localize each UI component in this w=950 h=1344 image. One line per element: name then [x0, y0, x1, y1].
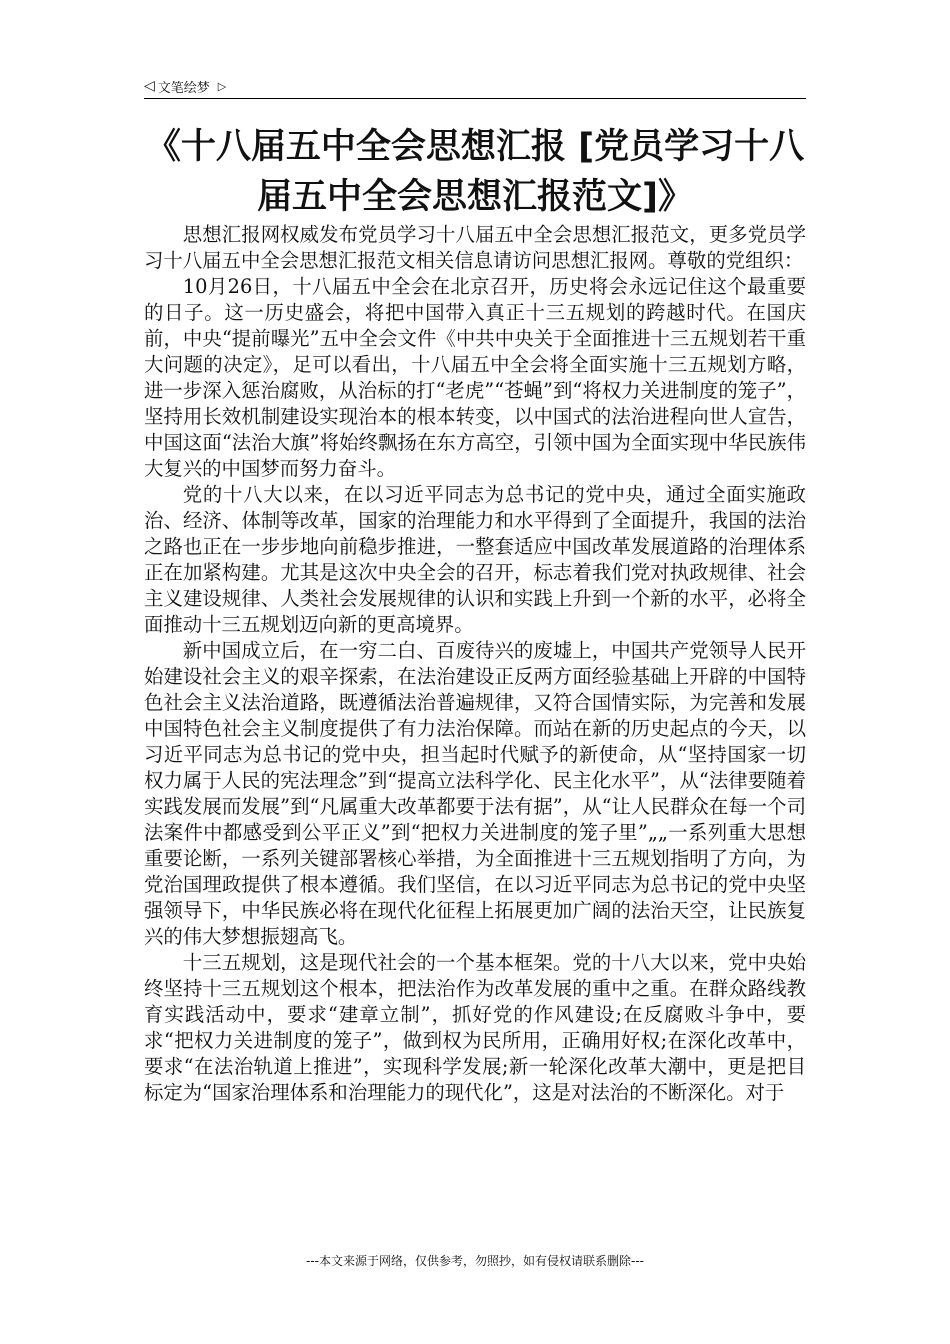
page-footer-disclaimer: ---本文来源于网络，仅供参考，勿照抄，如有侵权请联系删除---: [306, 1254, 644, 1268]
paragraph: 新中国成立后，在一穷二白、百废待兴的废墟上，中国共产党领导人民开始建设社会主义的艰辛探索，在法治建设正反两方面经验基础上开辟的中国特色社会主义法治道路，既遵循法治普遍规律，又符合国情实际，为完善和发展中国特色社会主义制度提供了有力法治保障。而站在新的历史起点的今天，以习近平同志为总书记的党中央，担当起时代赋予的新使命，从“坚持国家一切权力属于人民的宪法理念”到“提高立法科学化、民主化水平”，从“法律要随着实践发展而发展”到“凡属重大改革都要于法有据”，从“让人民群众在每一个司法案件中都感受到公平正义”到“把权力关进制度的笼子里”„„一系列重大思想重要论断，一系列关键部署核心举措，为全面推进十三五规划指明了方向，为党治国理政提供了根本遵循。我们坚信，在以习近平同志为总书记的党中央坚强领导下，中华民族必将在现代化征程上拓展更加广阔的法治天空，让民族复兴的伟大梦想振翅高飞。: [144, 639, 806, 948]
page-header: [144, 74, 806, 99]
paragraph: 10月26日，十八届五中全会在北京召开，历史将会永远记住这个最重要的日子。这一历史盛会，将把中国带入真正十三五规划的跨越时代。在国庆前，中央“提前曝光”五中全会文件《中共中央关于全面推进十三五规划若干重大问题的决定》，足可以看出，十八届五中全会将全面实施十三五规划方略，进一步深入惩治腐败，从治标的打“老虎”“苍蝇”到“将权力关进制度的笼子”，坚持用长效机制建设实现治本的根本转变，以中国式的法治进程向世人宣告，中国这面“法治大旗”将始终飘扬在东方高空，引领中国为全面实现中华民族伟大复兴的中国梦而努力奋斗。: [144, 275, 806, 480]
document-body: [144, 222, 806, 1106]
paragraph: 十三五规划，这是现代社会的一个基本框架。党的十八大以来，党中央始终坚持十三五规划这个根本，把法治作为改革发展的重中之重。在群众路线教育实践活动中，要求“建章立制”，抓好党的作风建设;在反腐败斗争中，要求“把权力关进制度的笼子”，做到权为民所用，正确用好权;在深化改革中，要求“在法治轨道上推进”，实现科学发展;新一轮深化改革大潮中，更是把目标定为“国家治理体系和治理能力的现代化”，这是对法治的不断深化。对于: [144, 951, 806, 1104]
document-title: 《十八届五中全会思想汇报 [党员学习十八届五中全会思想汇报范文]》: [145, 127, 805, 217]
triangle-right-icon: ▷: [217, 79, 227, 93]
triangle-left-icon: ◁: [144, 78, 155, 94]
paragraph-intro: 思想汇报网权威发布党员学习十八届五中全会思想汇报范文，更多党员学习十八届五中全会思想汇报范文相关信息请访问思想汇报网。尊敬的党组织：: [144, 223, 806, 272]
paragraph: 党的十八大以来，在以习近平同志为总书记的党中央，通过全面实施政治、经济、体制等改革，国家的治理能力和水平得到了全面提升，我国的法治之路也正在一步步地向前稳步推进，一整套适应中国改革发展道路的治理体系正在加紧构建。尤其是这次中央全会的召开，标志着我们党对执政规律、社会主义建设规律、人类社会发展规律的认识和实践上升到一个新的水平，必将全面推动十三五规划迈向新的更高境界。: [144, 483, 806, 636]
header-text: 文笔绘梦: [157, 80, 210, 96]
